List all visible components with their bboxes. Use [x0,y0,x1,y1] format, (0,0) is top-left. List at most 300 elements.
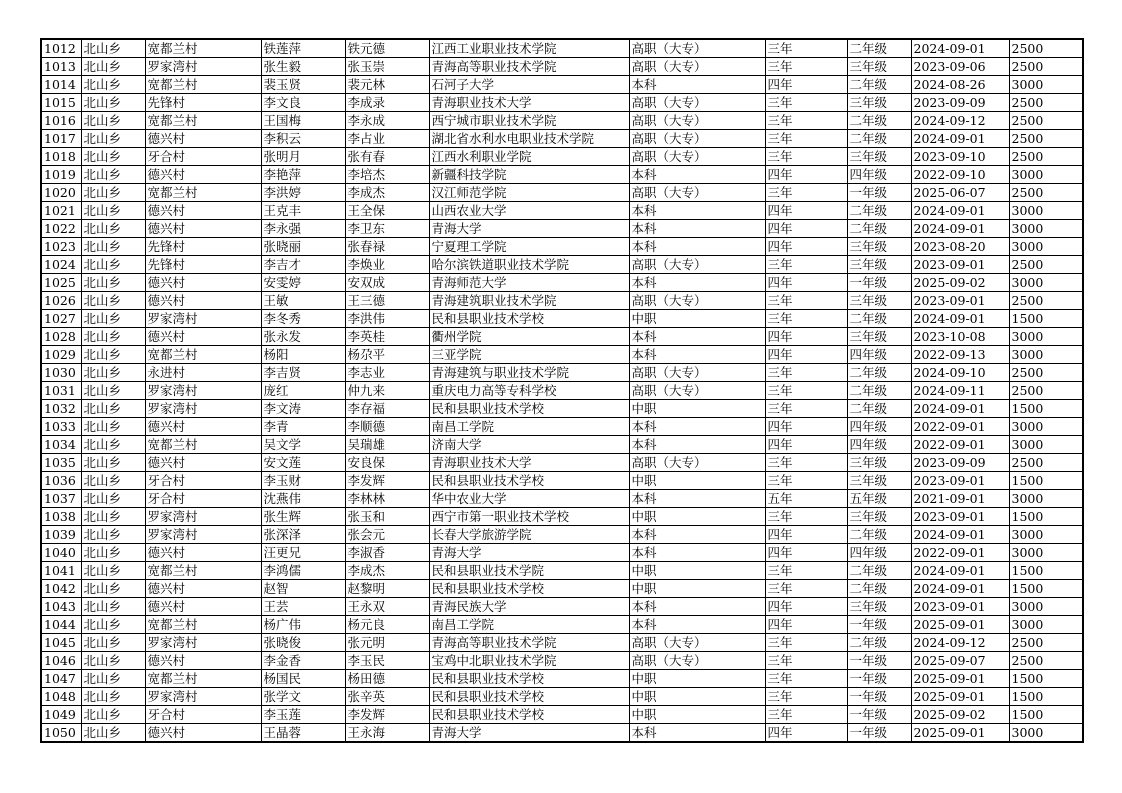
enrollment-date-cell: 2024-09-01 [911,130,1009,148]
township-cell: 北山乡 [81,130,145,148]
row-number-cell: 1032 [41,400,81,418]
table-row [41,382,1083,400]
table-row [41,364,1083,382]
education-level-cell: 本科 [629,274,765,292]
program-length-cell: 三年 [765,634,847,652]
grade-cell: 一年级 [847,184,911,202]
township-cell: 北山乡 [81,544,145,562]
table-row [41,688,1083,706]
student-name-cell: 王克丰 [261,202,345,220]
grade-cell: 三年级 [847,292,911,310]
township-cell: 北山乡 [81,526,145,544]
student-name-cell: 庞红 [261,382,345,400]
village-cell: 宽都兰村 [145,562,261,580]
program-length-cell: 四年 [765,202,847,220]
education-level-cell: 本科 [629,238,765,256]
student-name-cell: 安雯婷 [261,274,345,292]
table-row [41,130,1083,148]
village-cell: 德兴村 [145,274,261,292]
education-level-cell: 本科 [629,598,765,616]
village-cell: 先锋村 [145,256,261,274]
row-number-cell: 1039 [41,526,81,544]
township-cell: 北山乡 [81,292,145,310]
school-name-cell: 青海职业技术大学 [429,94,629,112]
row-number-cell: 1025 [41,274,81,292]
table-row [41,724,1083,743]
enrollment-date-cell: 2021-09-01 [911,490,1009,508]
row-number-cell: 1045 [41,634,81,652]
village-cell: 德兴村 [145,598,261,616]
table-row [41,238,1083,256]
village-cell: 牙合村 [145,472,261,490]
program-length-cell: 四年 [765,526,847,544]
guardian-name-cell: 李卫东 [345,220,429,238]
guardian-name-cell: 杨元良 [345,616,429,634]
table-row [41,94,1083,112]
enrollment-date-cell: 2024-09-10 [911,364,1009,382]
village-cell: 罗家湾村 [145,634,261,652]
village-cell: 宽都兰村 [145,112,261,130]
program-length-cell: 三年 [765,382,847,400]
row-number-cell: 1033 [41,418,81,436]
grade-cell: 四年级 [847,436,911,454]
guardian-name-cell: 裴元林 [345,76,429,94]
school-name-cell: 山西农业大学 [429,202,629,220]
table-row [41,400,1083,418]
guardian-name-cell: 王永双 [345,598,429,616]
row-number-cell: 1036 [41,472,81,490]
grade-cell: 四年级 [847,166,911,184]
table-row [41,616,1083,634]
table-row [41,526,1083,544]
program-length-cell: 三年 [765,562,847,580]
school-name-cell: 西宁市第一职业技术学校 [429,508,629,526]
education-level-cell: 高职（大专） [629,256,765,274]
guardian-name-cell: 李发辉 [345,706,429,724]
school-name-cell: 民和县职业技术学校 [429,472,629,490]
subsidy-amount-cell: 2500 [1009,184,1083,202]
subsidy-amount-cell: 2500 [1009,364,1083,382]
enrollment-date-cell: 2023-09-01 [911,472,1009,490]
subsidy-amount-cell: 3000 [1009,220,1083,238]
grade-cell: 一年级 [847,274,911,292]
table-body [41,39,1083,742]
subsidy-amount-cell: 2500 [1009,130,1083,148]
grade-cell: 三年级 [847,454,911,472]
enrollment-date-cell: 2024-09-01 [911,562,1009,580]
program-length-cell: 四年 [765,274,847,292]
program-length-cell: 四年 [765,544,847,562]
guardian-name-cell: 李玉民 [345,652,429,670]
student-name-cell: 张生毅 [261,58,345,76]
student-name-cell: 汪更兄 [261,544,345,562]
township-cell: 北山乡 [81,39,145,58]
township-cell: 北山乡 [81,382,145,400]
school-name-cell: 江西工业职业技术学院 [429,39,629,58]
education-level-cell: 高职（大专） [629,94,765,112]
grade-cell: 二年级 [847,130,911,148]
subsidy-amount-cell: 1500 [1009,706,1083,724]
program-length-cell: 四年 [765,166,847,184]
row-number-cell: 1037 [41,490,81,508]
enrollment-date-cell: 2025-09-07 [911,652,1009,670]
education-level-cell: 高职（大专） [629,39,765,58]
row-number-cell: 1021 [41,202,81,220]
education-level-cell: 本科 [629,436,765,454]
school-name-cell: 民和县职业技术学校 [429,706,629,724]
row-number-cell: 1035 [41,454,81,472]
village-cell: 德兴村 [145,292,261,310]
education-level-cell: 高职（大专） [629,130,765,148]
guardian-name-cell: 杨田德 [345,670,429,688]
grade-cell: 一年级 [847,706,911,724]
program-length-cell: 三年 [765,148,847,166]
school-name-cell: 汉江师范学院 [429,184,629,202]
grade-cell: 四年级 [847,346,911,364]
guardian-name-cell: 铁元德 [345,39,429,58]
education-level-cell: 本科 [629,724,765,743]
village-cell: 德兴村 [145,580,261,598]
education-level-cell: 中职 [629,400,765,418]
table-row [41,166,1083,184]
student-name-cell: 沈燕伟 [261,490,345,508]
program-length-cell: 四年 [765,616,847,634]
program-length-cell: 四年 [765,238,847,256]
student-name-cell: 安文莲 [261,454,345,472]
village-cell: 宽都兰村 [145,616,261,634]
education-level-cell: 高职（大专） [629,148,765,166]
student-name-cell: 张晓俊 [261,634,345,652]
school-name-cell: 西宁城市职业技术学院 [429,112,629,130]
row-number-cell: 1027 [41,310,81,328]
education-level-cell: 高职（大专） [629,112,765,130]
education-level-cell: 本科 [629,76,765,94]
table-row [41,148,1083,166]
guardian-name-cell: 李成杰 [345,184,429,202]
student-name-cell: 赵智 [261,580,345,598]
village-cell: 罗家湾村 [145,382,261,400]
school-name-cell: 青海师范大学 [429,274,629,292]
row-number-cell: 1023 [41,238,81,256]
subsidy-amount-cell: 3000 [1009,346,1083,364]
grade-cell: 二年级 [847,526,911,544]
guardian-name-cell: 李英桂 [345,328,429,346]
village-cell: 德兴村 [145,220,261,238]
education-level-cell: 高职（大专） [629,292,765,310]
township-cell: 北山乡 [81,202,145,220]
student-name-cell: 张学文 [261,688,345,706]
grade-cell: 五年级 [847,490,911,508]
student-name-cell: 李永强 [261,220,345,238]
village-cell: 德兴村 [145,130,261,148]
school-name-cell: 青海大学 [429,220,629,238]
education-level-cell: 高职（大专） [629,364,765,382]
table-row [41,418,1083,436]
row-number-cell: 1022 [41,220,81,238]
township-cell: 北山乡 [81,562,145,580]
program-length-cell: 四年 [765,76,847,94]
grade-cell: 一年级 [847,670,911,688]
township-cell: 北山乡 [81,274,145,292]
subsidy-amount-cell: 3000 [1009,274,1083,292]
enrollment-date-cell: 2023-08-20 [911,238,1009,256]
program-length-cell: 三年 [765,688,847,706]
grade-cell: 一年级 [847,616,911,634]
township-cell: 北山乡 [81,238,145,256]
enrollment-date-cell: 2025-09-01 [911,670,1009,688]
table-row [41,39,1083,58]
table-row [41,76,1083,94]
program-length-cell: 四年 [765,328,847,346]
subsidy-amount-cell: 3000 [1009,598,1083,616]
school-name-cell: 哈尔滨铁道职业技术学院 [429,256,629,274]
row-number-cell: 1046 [41,652,81,670]
subsidy-amount-cell: 3000 [1009,544,1083,562]
school-name-cell: 江西水利职业学院 [429,148,629,166]
grade-cell: 四年级 [847,544,911,562]
enrollment-date-cell: 2024-09-11 [911,382,1009,400]
grade-cell: 二年级 [847,220,911,238]
student-subsidy-table [40,38,1084,743]
guardian-name-cell: 王三德 [345,292,429,310]
table-row [41,652,1083,670]
guardian-name-cell: 杨尕平 [345,346,429,364]
table-row [41,310,1083,328]
education-level-cell: 中职 [629,580,765,598]
row-number-cell: 1044 [41,616,81,634]
subsidy-amount-cell: 2500 [1009,39,1083,58]
guardian-name-cell: 仲九来 [345,382,429,400]
table-row [41,634,1083,652]
grade-cell: 二年级 [847,562,911,580]
enrollment-date-cell: 2023-09-01 [911,292,1009,310]
education-level-cell: 高职（大专） [629,382,765,400]
subsidy-amount-cell: 3000 [1009,166,1083,184]
enrollment-date-cell: 2024-09-01 [911,526,1009,544]
school-name-cell: 民和县职业技术学校 [429,670,629,688]
grade-cell: 三年级 [847,508,911,526]
school-name-cell: 重庆电力高等专科学校 [429,382,629,400]
village-cell: 德兴村 [145,454,261,472]
program-length-cell: 四年 [765,598,847,616]
school-name-cell: 宁夏理工学院 [429,238,629,256]
school-name-cell: 青海建筑与职业技术学院 [429,364,629,382]
enrollment-date-cell: 2022-09-13 [911,346,1009,364]
enrollment-date-cell: 2022-09-01 [911,436,1009,454]
subsidy-amount-cell: 3000 [1009,436,1083,454]
subsidy-amount-cell: 3000 [1009,202,1083,220]
enrollment-date-cell: 2025-09-01 [911,616,1009,634]
row-number-cell: 1040 [41,544,81,562]
grade-cell: 一年级 [847,724,911,743]
subsidy-amount-cell: 2500 [1009,382,1083,400]
school-name-cell: 民和县职业技术学校 [429,400,629,418]
enrollment-date-cell: 2024-09-01 [911,310,1009,328]
program-length-cell: 四年 [765,436,847,454]
table-row [41,184,1083,202]
township-cell: 北山乡 [81,364,145,382]
subsidy-amount-cell: 3000 [1009,328,1083,346]
subsidy-amount-cell: 2500 [1009,148,1083,166]
education-level-cell: 中职 [629,670,765,688]
village-cell: 牙合村 [145,706,261,724]
guardian-name-cell: 李占业 [345,130,429,148]
grade-cell: 二年级 [847,580,911,598]
guardian-name-cell: 张元明 [345,634,429,652]
township-cell: 北山乡 [81,346,145,364]
program-length-cell: 三年 [765,652,847,670]
school-name-cell: 衢州学院 [429,328,629,346]
student-name-cell: 李吉贤 [261,364,345,382]
student-name-cell: 李玉莲 [261,706,345,724]
village-cell: 罗家湾村 [145,400,261,418]
subsidy-amount-cell: 1500 [1009,400,1083,418]
subsidy-amount-cell: 2500 [1009,256,1083,274]
table-row [41,598,1083,616]
student-name-cell: 王敏 [261,292,345,310]
guardian-name-cell: 李成录 [345,94,429,112]
row-number-cell: 1038 [41,508,81,526]
student-name-cell: 李冬秀 [261,310,345,328]
student-name-cell: 张晓丽 [261,238,345,256]
student-name-cell: 李艳萍 [261,166,345,184]
table-row [41,562,1083,580]
student-name-cell: 李玉财 [261,472,345,490]
enrollment-date-cell: 2023-09-01 [911,508,1009,526]
school-name-cell: 民和县职业技术学院 [429,562,629,580]
subsidy-amount-cell: 1500 [1009,670,1083,688]
table-row [41,112,1083,130]
program-length-cell: 三年 [765,364,847,382]
row-number-cell: 1041 [41,562,81,580]
grade-cell: 二年级 [847,39,911,58]
enrollment-date-cell: 2024-09-01 [911,580,1009,598]
program-length-cell: 三年 [765,112,847,130]
table-row [41,436,1083,454]
enrollment-date-cell: 2023-09-09 [911,94,1009,112]
row-number-cell: 1047 [41,670,81,688]
village-cell: 牙合村 [145,490,261,508]
school-name-cell: 民和县职业技术学校 [429,580,629,598]
enrollment-date-cell: 2025-09-01 [911,724,1009,743]
enrollment-date-cell: 2022-09-01 [911,418,1009,436]
village-cell: 德兴村 [145,202,261,220]
table-row [41,256,1083,274]
education-level-cell: 中职 [629,508,765,526]
program-length-cell: 四年 [765,724,847,743]
row-number-cell: 1030 [41,364,81,382]
education-level-cell: 本科 [629,616,765,634]
township-cell: 北山乡 [81,328,145,346]
student-name-cell: 李鸿儒 [261,562,345,580]
guardian-name-cell: 李发辉 [345,472,429,490]
table-row [41,580,1083,598]
education-level-cell: 高职（大专） [629,652,765,670]
program-length-cell: 三年 [765,184,847,202]
student-name-cell: 李吉才 [261,256,345,274]
village-cell: 德兴村 [145,418,261,436]
grade-cell: 三年级 [847,328,911,346]
township-cell: 北山乡 [81,418,145,436]
school-name-cell: 青海大学 [429,724,629,743]
township-cell: 北山乡 [81,490,145,508]
village-cell: 罗家湾村 [145,688,261,706]
enrollment-date-cell: 2024-09-01 [911,220,1009,238]
student-name-cell: 张明月 [261,148,345,166]
row-number-cell: 1019 [41,166,81,184]
row-number-cell: 1017 [41,130,81,148]
program-length-cell: 三年 [765,454,847,472]
table-row [41,454,1083,472]
township-cell: 北山乡 [81,454,145,472]
subsidy-amount-cell: 3000 [1009,490,1083,508]
row-number-cell: 1016 [41,112,81,130]
township-cell: 北山乡 [81,724,145,743]
guardian-name-cell: 王全保 [345,202,429,220]
village-cell: 先锋村 [145,94,261,112]
table-row [41,58,1083,76]
village-cell: 德兴村 [145,652,261,670]
school-name-cell: 宝鸡中北职业技术学院 [429,652,629,670]
township-cell: 北山乡 [81,58,145,76]
row-number-cell: 1024 [41,256,81,274]
subsidy-amount-cell: 2500 [1009,634,1083,652]
student-name-cell: 王国梅 [261,112,345,130]
student-name-cell: 李文涛 [261,400,345,418]
row-number-cell: 1018 [41,148,81,166]
row-number-cell: 1050 [41,724,81,743]
education-level-cell: 本科 [629,220,765,238]
grade-cell: 二年级 [847,634,911,652]
enrollment-date-cell: 2023-10-08 [911,328,1009,346]
enrollment-date-cell: 2023-09-01 [911,256,1009,274]
guardian-name-cell: 赵黎明 [345,580,429,598]
row-number-cell: 1026 [41,292,81,310]
row-number-cell: 1015 [41,94,81,112]
grade-cell: 三年级 [847,256,911,274]
guardian-name-cell: 张辛英 [345,688,429,706]
guardian-name-cell: 张会元 [345,526,429,544]
enrollment-date-cell: 2024-09-01 [911,39,1009,58]
guardian-name-cell: 吴瑞雄 [345,436,429,454]
table-row [41,508,1083,526]
grade-cell: 二年级 [847,310,911,328]
township-cell: 北山乡 [81,670,145,688]
subsidy-amount-cell: 2500 [1009,292,1083,310]
school-name-cell: 华中农业大学 [429,490,629,508]
subsidy-amount-cell: 2500 [1009,454,1083,472]
village-cell: 罗家湾村 [145,526,261,544]
grade-cell: 二年级 [847,400,911,418]
row-number-cell: 1034 [41,436,81,454]
enrollment-date-cell: 2022-09-01 [911,544,1009,562]
row-number-cell: 1048 [41,688,81,706]
township-cell: 北山乡 [81,508,145,526]
education-level-cell: 高职（大专） [629,634,765,652]
program-length-cell: 三年 [765,580,847,598]
village-cell: 罗家湾村 [145,58,261,76]
program-length-cell: 三年 [765,130,847,148]
student-name-cell: 李积云 [261,130,345,148]
row-number-cell: 1028 [41,328,81,346]
school-name-cell: 青海建筑职业技术学院 [429,292,629,310]
village-cell: 德兴村 [145,328,261,346]
program-length-cell: 三年 [765,256,847,274]
grade-cell: 二年级 [847,364,911,382]
township-cell: 北山乡 [81,616,145,634]
education-level-cell: 本科 [629,418,765,436]
row-number-cell: 1031 [41,382,81,400]
